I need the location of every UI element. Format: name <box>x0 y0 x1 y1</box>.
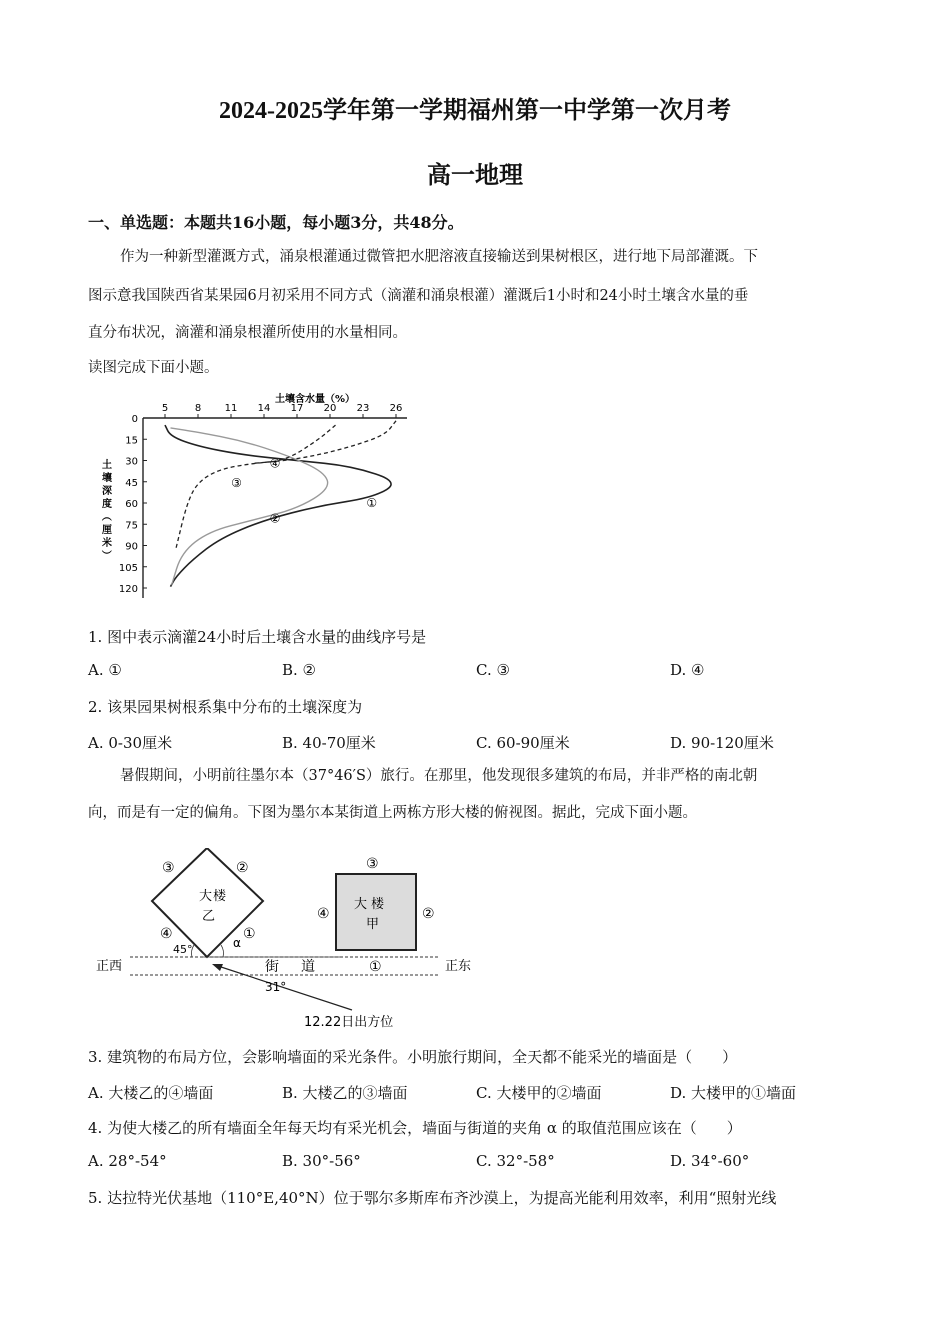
angle-31-label: 31° <box>265 980 287 994</box>
question-3-text: 建筑物的布局方位，会影响墙面的采光条件。小明旅行期间，全天都不能采光的墙面是（ ） <box>107 1048 738 1066</box>
section-heading: 一、单选题：本题共16小题，每小题3分，共48分。 <box>88 213 464 232</box>
q2-option-b: B. 40-70厘米 <box>282 734 376 752</box>
yi-wall-2: ② <box>236 860 249 876</box>
y-axis-title <box>100 458 113 560</box>
x-tick-label: 14 <box>257 403 271 414</box>
building-yi-char-3: 乙 <box>202 909 216 924</box>
passage2-line1: 暑假期间，小明前往墨尔本（37°46′S）旅行。在那里，他发现很多建筑的布局，并非严格的南北朝 <box>120 768 758 784</box>
jia-wall-3: ③ <box>366 856 379 872</box>
q4-option-b: B. 30°-56° <box>282 1152 361 1170</box>
curve-label-1: ① <box>366 496 378 510</box>
question-5-number: 5. <box>88 1189 103 1207</box>
curve-label-2: ② <box>269 511 281 526</box>
question-1-number: 1. <box>88 628 103 646</box>
yi-wall-1: ① <box>243 926 256 942</box>
passage1-instruction: 读图完成下面小题。 <box>88 360 219 376</box>
street-label-1: 街 <box>265 959 279 975</box>
passage1-line1: 作为一种新型灌溉方式，涌泉根灌通过微管把水肥溶液直接输送到果树根区，进行地下局部灌溉。下 <box>120 249 758 265</box>
question-3 <box>88 1046 737 1067</box>
soil-moisture-chart <box>95 388 415 606</box>
curve-1 <box>165 425 391 586</box>
building-jia-char-2: 楼 <box>371 897 385 912</box>
curve-3 <box>176 425 336 548</box>
q4-option-a: A. 28°-54° <box>88 1152 167 1170</box>
question-2-text: 该果园果树根系集中分布的土壤深度为 <box>107 698 363 716</box>
question-1-text: 图中表示滴灌24小时后土壤含水量的曲线序号是 <box>107 628 427 646</box>
street-label-2: 道 <box>301 959 315 975</box>
question-5-text: 达拉特光伏基地（110°E,40°N）位于鄂尔多斯库布齐沙漠上，为提高光能利用效率，利用“照射光线 <box>107 1189 777 1207</box>
y-tick-label: 75 <box>125 520 138 532</box>
building-yi-char-2: 楼 <box>213 889 227 904</box>
y-axis-title-char: 厘 <box>102 525 112 536</box>
passage1-line3: 直分布状况，滴灌和涌泉根灌所使用的水量相同。 <box>88 325 407 341</box>
passage2-line2: 向，而是有一定的偏角。下图为墨尔本某街道上两栋方形大楼的俯视图。据此，完成下面小题。 <box>88 805 697 821</box>
buildings-plan-figure <box>90 848 480 1034</box>
y-axis-title-char: 度 <box>102 499 112 510</box>
y-tick-label: 45 <box>125 477 138 489</box>
q3-option-c: C. 大楼甲的②墙面 <box>476 1084 602 1102</box>
q1-option-c: C. ③ <box>476 661 510 679</box>
x-tick-label: 8 <box>194 403 202 414</box>
q1-option-a: A. ① <box>88 661 122 679</box>
moisture-curves <box>165 421 396 587</box>
question-4-number: 4. <box>88 1119 103 1137</box>
jia-wall-1: ① <box>369 959 382 975</box>
x-axis-ticks <box>162 403 403 418</box>
x-tick-label: 20 <box>323 403 337 414</box>
y-axis-title-char: 米 <box>102 538 112 549</box>
sunrise-label: 12.22日出方位 <box>304 1015 394 1030</box>
question-4 <box>88 1117 742 1138</box>
y-axis-title-char: 壤 <box>102 473 112 484</box>
y-tick-label: 120 <box>118 584 138 595</box>
question-2 <box>88 696 362 717</box>
q2-option-c: C. 60-90厘米 <box>476 734 570 752</box>
building-jia-char-3: 甲 <box>366 917 380 932</box>
jia-wall-2: ② <box>422 906 435 922</box>
building-yi-char-1: 大 <box>199 889 213 904</box>
exam-title: 2024-2025学年第一学期福州第一中学第一次月考 <box>219 98 731 124</box>
curve-2 <box>171 428 328 585</box>
q3-option-a: A. 大楼乙的④墙面 <box>88 1084 214 1102</box>
y-tick-label: 105 <box>118 562 138 574</box>
q4-option-c: C. 32°-58° <box>476 1152 555 1170</box>
question-1 <box>88 626 426 647</box>
x-tick-label: 11 <box>224 403 238 414</box>
west-label: 正西 <box>96 959 123 974</box>
question-2-number: 2. <box>88 698 103 716</box>
question-4-text: 为使大楼乙的所有墙面全年每天均有采光机会，墙面与街道的夹角 α 的取值范围应该在（ ） <box>107 1119 742 1137</box>
q3-option-b: B. 大楼乙的③墙面 <box>282 1084 408 1102</box>
x-tick-label: 5 <box>161 403 169 414</box>
question-5 <box>88 1187 776 1208</box>
q1-option-b: B. ② <box>282 661 317 679</box>
q2-option-a: A. 0-30厘米 <box>88 734 173 752</box>
x-tick-label: 26 <box>389 403 403 414</box>
question-3-number: 3. <box>88 1048 103 1066</box>
angle-alpha-arc <box>221 945 223 957</box>
sunrise-arrowhead <box>212 964 223 971</box>
building-jia-outline <box>336 874 416 950</box>
q4-option-d: D. 34°-60° <box>670 1152 750 1170</box>
jia-wall-4: ④ <box>317 906 330 922</box>
y-axis-title-char: 土 <box>102 460 112 471</box>
q3-option-d: D. 大楼甲的①墙面 <box>670 1084 797 1102</box>
building-jia-char-1: 大 <box>354 897 368 912</box>
angle-45-label: 45° <box>173 943 193 956</box>
yi-wall-4: ④ <box>160 926 173 942</box>
y-tick-label: 15 <box>125 435 138 447</box>
yi-wall-3: ③ <box>162 860 175 876</box>
angle-alpha-label: α <box>233 936 241 950</box>
y-tick-label: 30 <box>125 456 138 468</box>
east-label: 正东 <box>445 959 472 974</box>
y-axis-title-char: 深 <box>102 486 112 497</box>
curve-label-3: ③ <box>231 476 242 491</box>
y-axis-title-char: （ <box>100 511 111 521</box>
x-tick-label: 17 <box>290 403 304 414</box>
x-tick-label: 23 <box>356 403 370 414</box>
y-axis-title-char: ） <box>100 550 111 560</box>
q1-option-d: D. ④ <box>670 661 705 679</box>
passage1-line2: 图示意我国陕西省某果园6月初采用不同方式（滴灌和涌泉根灌）灌溉后1小时和24小时土壤含水量的垂 <box>88 288 749 304</box>
y-tick-label: 0 <box>131 414 138 425</box>
curve-label-4: ④ <box>269 456 281 471</box>
q2-option-d: D. 90-120厘米 <box>670 734 774 752</box>
y-tick-label: 60 <box>125 499 138 510</box>
y-tick-label: 90 <box>125 541 138 553</box>
subject-title: 高一地理 <box>427 163 523 189</box>
x-axis-title: 土壤含水量（%） <box>274 394 356 405</box>
